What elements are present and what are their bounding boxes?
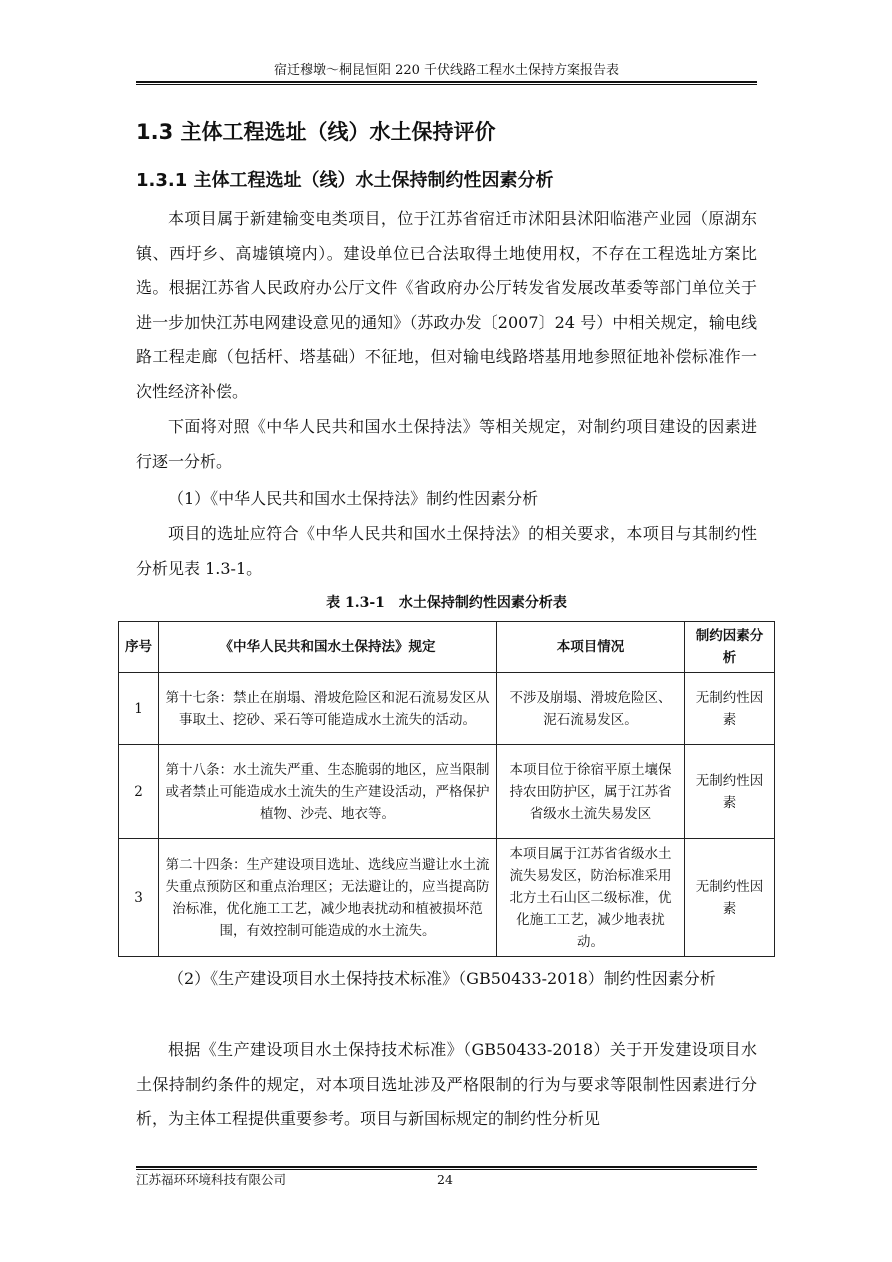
footer-rule	[136, 1166, 757, 1168]
row-result: 无制约性因素	[685, 673, 775, 745]
row-result: 无制约性因素	[685, 839, 775, 957]
footer-rule-thin	[136, 1169, 757, 1170]
footer-company: 江苏福环环境科技有限公司	[136, 1172, 287, 1187]
header-num: 序号	[119, 622, 159, 673]
page-number: 24	[437, 1172, 453, 1187]
row-project: 不涉及崩塌、滑坡危险区、泥石流易发区。	[497, 673, 685, 745]
table-row	[119, 745, 775, 839]
row-law: 第十七条：禁止在崩塌、滑坡危险区和泥石流易发区从事取土、挖砂、采石等可能造成水土流失的活动。	[159, 673, 497, 745]
subheading-law-analysis: （1）《中华人民共和国水土保持法》制约性因素分析	[168, 489, 539, 508]
header-result: 制约因素分析	[685, 622, 775, 673]
header-law: 《中华人民共和国水土保持法》规定	[159, 622, 497, 673]
row-project: 本项目位于徐宿平原土壤保持农田防护区，属于江苏省省级水土流失易发区	[497, 745, 685, 839]
row-project: 本项目属于江苏省省级水土流失易发区，防治标准采用北方土石山区二级标准，优化施工工艺，减少地表扰动。	[497, 839, 685, 957]
table-header-row	[119, 622, 775, 673]
header-rule	[136, 81, 757, 83]
constraint-factor-table	[118, 621, 775, 957]
page-header-title: 宿迁穆墩～桐昆恒阳 220 千伏线路工程水土保持方案报告表	[273, 63, 620, 78]
row-num: 2	[119, 745, 159, 839]
header-project: 本项目情况	[497, 622, 685, 673]
paragraph-analysis-lead: 下面将对照《中华人民共和国水土保持法》等相关规定，对制约项目建设的因素进行逐一分析。	[136, 417, 757, 471]
row-result: 无制约性因素	[685, 745, 775, 839]
table-row	[119, 839, 775, 957]
paragraph-law-requirement: 项目的选址应符合《中华人民共和国水土保持法》的相关要求，本项目与其制约性分析见表 1.3-1。	[136, 524, 757, 578]
subheading-standard-analysis: （2）《生产建设项目水土保持技术标准》（GB50433-2018）制约性因素分析	[168, 969, 716, 988]
row-num: 3	[119, 839, 159, 957]
row-num: 1	[119, 673, 159, 745]
table-caption: 表 1.3-1 水土保持制约性因素分析表	[326, 595, 567, 611]
subsection-heading: 1.3.1 主体工程选址（线）水土保持制约性因素分析	[136, 170, 554, 191]
row-law: 第二十四条：生产建设项目选址、选线应当避让水土流失重点预防区和重点治理区；无法避让的，应当提高防治标准，优化施工工艺，减少地表扰动和植被损坏范围，有效控制可能造成的水土流失。	[159, 839, 497, 957]
paragraph-intro: 本项目属于新建输变电类项目，位于江苏省宿迁市沭阳县沭阳临港产业园（原湖东镇、西圩乡、高墟镇境内）。建设单位已合法取得土地使用权，不存在工程选址方案比选。根据江苏省人民政府办公厅文件《省政府办公厅转发省发展改革委等部门单位关于进一步加快江苏电网建设意见的通知》（苏政办发〔2007〕24 号）中相关规定，输电线路工程走廊（包括杆、塔基础）不征地，但对输电线路塔基用地参照征地补偿标准作一次性经济补偿。	[136, 209, 757, 401]
header-rule-thin	[136, 84, 757, 85]
row-law: 第十八条：水土流失严重、生态脆弱的地区，应当限制或者禁止可能造成水土流失的生产建设活动，严格保护植物、沙壳、地衣等。	[159, 745, 497, 839]
section-heading: 1.3 主体工程选址（线）水土保持评价	[136, 120, 496, 144]
paragraph-standard-analysis: 根据《生产建设项目水土保持技术标准》（GB50433-2018）关于开发建设项目水土保持制约条件的规定，对本项目选址涉及严格限制的行为与要求等限制性因素进行分析，为主体工程提供重要参考。项目与新国标规定的制约性分析见	[136, 1040, 757, 1129]
table-row	[119, 673, 775, 745]
